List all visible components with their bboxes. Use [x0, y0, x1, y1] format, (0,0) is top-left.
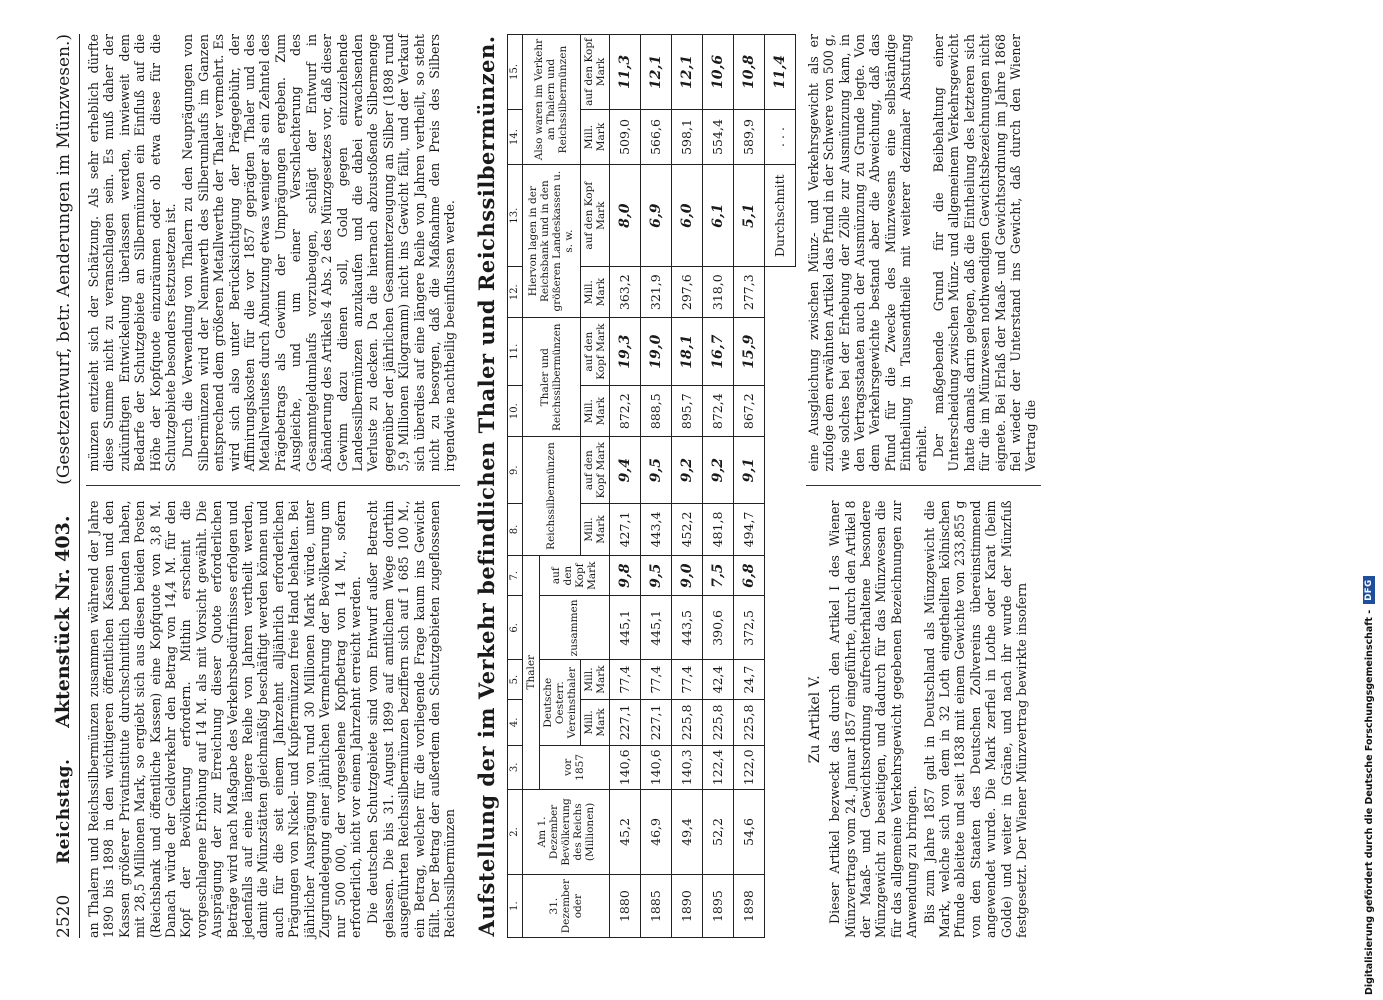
cell: 872,2 [609, 386, 640, 437]
page-number: 2520 [54, 894, 74, 938]
cell: 318,0 [702, 267, 733, 318]
cell: 872,4 [702, 386, 733, 437]
paragraph: Dieser Artikel bezweckt das durch den Artikel I des Wiener Münzvertrags vom 24. Januar 1857 eingeführte, durch den Artikel 8 der Maaß- und Gewichtsordnung aufrechterhaltene besondere Münzgewicht zu beseitigen, und dadurch für das Münzwesen die für das allgemeine Verkehrsgewicht gegebenen Bezeichnungen zur Anwendung zu bringen. [827, 500, 920, 938]
year-cell: 1895 [702, 875, 733, 938]
mill-header: Mill. Mark [580, 699, 609, 745]
table-row [733, 35, 764, 938]
cell: 227,1 [640, 699, 671, 745]
average-value: 11,4 [764, 35, 795, 110]
table-row [640, 35, 671, 938]
cell: 24,7 [733, 660, 764, 699]
col-number: 15. [507, 35, 522, 110]
cell: 9,2 [671, 437, 702, 504]
population-header: Am 1. Dezember Bevölkerung des Reichs (Millionen) [522, 789, 609, 875]
cell: 9,2 [702, 437, 733, 504]
cell: 6,1 [702, 165, 733, 267]
col-number: 12. [507, 267, 522, 318]
zusammen-header: zusammen [539, 596, 609, 660]
cell: 6,0 [671, 165, 702, 267]
col-number: 9. [507, 437, 522, 504]
cell: 140,6 [609, 746, 640, 790]
mill-header: Mill. Mark [580, 109, 609, 164]
spacer-cell [764, 267, 795, 938]
lower-right-column [806, 34, 1041, 472]
cell: 9,5 [640, 437, 671, 504]
column-divider [806, 486, 1041, 487]
cell: 372,5 [733, 596, 764, 660]
cell: 12,1 [640, 35, 671, 110]
cell: 46,9 [640, 789, 671, 875]
cell: 54,6 [733, 789, 764, 875]
upper-text [86, 34, 460, 938]
cell: 481,8 [702, 504, 733, 556]
table-title: Aufstellung der im Verkehr befindlichen Thaler und Reichssilbermünzen. [473, 35, 499, 937]
verkehr-header: Also waren im Verkehr an Thalern und Reichssilbermünzen [522, 35, 580, 165]
cell: 52,2 [702, 789, 733, 875]
cell: 321,9 [640, 267, 671, 318]
cell: 445,1 [640, 596, 671, 660]
cell: 77,4 [671, 660, 702, 699]
average-label: Durchschnitt [764, 165, 795, 267]
col-number: 7. [507, 555, 522, 596]
reichssilber-header: Reichssilbermünzen [522, 437, 580, 556]
cell: 443,4 [640, 504, 671, 556]
cell: 589,9 [733, 109, 764, 164]
cell: 8,0 [609, 165, 640, 267]
cell: 9,5 [640, 555, 671, 596]
kopf-header: auf den Kopf Mark [580, 437, 609, 504]
paragraph: Durch die Verwendung von Thalern zu den Neuprägungen von Silbermünzen wird der Nennwerth des Silberumlaufs im Ganzen entsprechend dem größeren Metallwerthe der Thaler vermehrt. Es wird sich also unter Berücksichtigung der Prägegebühr, der Affinirungskosten für die vor 1857 geprägten Thaler und des Metallverlustes durch Abnutzung etwas weniger als ein Zehntel des Prägebetrags als Gewinn der Umprägungen ergeben. Zum Ausgleiche, und um einer Verschlechterung des Gesammtgeldumlaufs vorzubeugen, schlägt der Entwurf in Abänderung des Artikels 4 Abs. 2 des Münzgesetzes vor, daß dieser Gewinn dazu dienen soll, Gold gegen einzuziehende Landessilbermünzen anzukaufen und die dabei erwachsenden Verluste zu decken. Da die hiernach abzustoßende Silbermenge gegenüber der jährlichen Gesammterzeugung an Silber (1898 rund 5,9 Millionen Kilogramm) nicht ins Gewicht fällt, und der Verkauf sich überdies auf eine längere Reihe von Jahren vertheilt, so steht nicht zu besorgen, daß die Maßnahme den Preis des Silbers irgendwie nachtheilig beeinflussen werde. [180, 34, 458, 472]
col-number: 10. [507, 386, 522, 437]
cell: 42,4 [702, 660, 733, 699]
kopf-header: auf den Kopf Mark [580, 35, 609, 110]
cell: 7,5 [702, 555, 733, 596]
mill-header: Mill. Mark [580, 504, 609, 556]
cell: 225,8 [733, 699, 764, 745]
thaler-header: Thaler [522, 555, 539, 789]
average-dots: . . . [764, 109, 795, 164]
cell: 443,5 [671, 596, 702, 660]
cell: 888,5 [640, 386, 671, 437]
cell: 5,1 [733, 165, 764, 267]
cell: 225,8 [702, 699, 733, 745]
cell: 11,3 [609, 35, 640, 110]
cell: 297,6 [671, 267, 702, 318]
col-number: 8. [507, 504, 522, 556]
col-number: 5. [507, 660, 522, 699]
digitization-credit [1363, 576, 1375, 995]
year-cell: 1898 [733, 875, 764, 938]
cell: 140,3 [671, 746, 702, 790]
header-right: (Gesetzentwurf, betr. Aenderungen im Münzwesen.) [54, 34, 74, 485]
cell: 9,4 [609, 437, 640, 504]
cell: 6,9 [640, 165, 671, 267]
cell: 9,1 [733, 437, 764, 504]
paragraph: Bis zum Jahre 1857 galt in Deutschland als Münzgewicht die Mark, welche sich von dem in 32 Loth eingetheilten kölnischen Pfunde ableitete und seit 1838 mit einem Gewichte von 233,855 g von den Staaten des Deutschen Zollvereins übereinstimmend angewendet wurde. Die Mark zerfiel in Lothe oder Karat (beim Golde) und weiter in Gräne, und nach ihr wurde der Münzfuß festgesetzt. Der Wiener Münzvertrag bewirkte insofern [921, 500, 1030, 938]
cell: 19,3 [609, 318, 640, 386]
lower-text [806, 34, 1041, 938]
cell: 277,3 [733, 267, 764, 318]
year-cell: 1885 [640, 875, 671, 938]
dfg-logo: DFG [1363, 576, 1375, 603]
cell: 122,0 [733, 746, 764, 790]
kopf-header: auf den Kopf Mark [580, 318, 609, 386]
cell: 6,8 [733, 555, 764, 596]
col-number: 3. [507, 746, 522, 790]
cell: 452,2 [671, 504, 702, 556]
col-number: 2. [507, 789, 522, 875]
cell: 445,1 [609, 596, 640, 660]
paragraph: Die deutschen Schutzgebiete sind vom Entwurf außer Betracht gelassen. Die bis 31. August 1899 auf amtlichem Wege dorthin ausgeführten Reichssilbermünzen beziffern sich auf 1 685 100 M., ein Betrag, welcher für die vorliegende Frage kaum ins Gewicht fällt. Der Betrag der außerdem den Schutzgebieten zugeflossenen Reichssilbermünzen [365, 500, 458, 938]
cell: 19,0 [640, 318, 671, 386]
cell: 427,1 [609, 504, 640, 556]
statistics-table [507, 34, 796, 938]
cell: 77,4 [640, 660, 671, 699]
cell: 18,1 [671, 318, 702, 386]
cell: 227,1 [609, 699, 640, 745]
paragraph: Der maßgebende Grund für die Beibehaltung einer Unterscheidung zwischen Münz- und allgemeinem Verkehrsgewicht hatte damals darin gelegen, daß die Eintheilung des letzteren sich für die im Münzwesen nothwendigen Gewichtsbezeichnungen nicht eignete. Bei Erlaß der Maaß- und Gewichtsordnung im Jahre 1868 fiel wieder der Unterstand ins Gewicht, daß durch den Wiener Vertrag die [931, 34, 1039, 472]
col-number: 14. [507, 109, 522, 164]
cell: 9,8 [609, 555, 640, 596]
header-center: Aktenstück Nr. 403. [52, 515, 74, 728]
mill-header: Mill. Mark [580, 660, 609, 699]
cell: 509,0 [609, 109, 640, 164]
year-cell: 1890 [671, 875, 702, 938]
mill-header: Mill. Mark [580, 267, 609, 318]
year-cell: 1880 [609, 875, 640, 938]
kopf-header: auf den Kopf Mark [580, 165, 609, 267]
cell: 10,8 [733, 35, 764, 110]
cell: 15,9 [733, 318, 764, 386]
col-number: 4. [507, 699, 522, 745]
kopf-header: auf den Kopf Mark [539, 555, 609, 596]
col-number: 13. [507, 165, 522, 267]
mill-header: Mill. Mark [580, 386, 609, 437]
header-row [522, 35, 539, 938]
cell: 45,2 [609, 789, 640, 875]
paragraph: an Thalern und Reichssilbermünzen zusammen während der Jahre 1890 bis 1898 in den wichtigeren öffentlichen Kassen und den Kassen größerer Privatinstitute durchschnittlich befunden haben, mit 28,5 Millionen Mark, so ergiebt sich aus diesen beiden Posten (Reichsbank und öffentliche Kassen) eine Kopfquote von 3,8 M. Danach würde der Geldverkehr den Betrag von 14,4 M. für den Kopf der Bevölkerung erfordern. Mithin erscheint die vorgeschlagene Erhöhung auf 14 M. als mit Vorsicht gewählt. Die Ausprägung der zur Erreichung dieser Quote erforderlichen Beträge wird nach Maßgabe des Verkehrsbedürfnisses erfolgen und jedenfalls auf eine längere Reihe von Jahren vertheilt werden, damit die Münzstätten gleichmäßig beschäftigt werden können und auch für die seit einem Jahrzehnt alljährlich erforderlichen Prägungen von Nickel- und Kupfermünzen freie Hand behalten. Bei jährlicher Ausprägung von rund 30 Millionen Mark würde, unter Zugrundelegung einer jährlichen Vermehrung der Bevölkerung um nur 500 000, der vorgesehene Kopfbetrag von 14 M., sofern erforderlich, nicht vor einem Jahrzehnt erreicht werden. [86, 500, 363, 938]
cell: 363,2 [609, 267, 640, 318]
cell: 140,6 [640, 746, 671, 790]
section-heading: Zu Artikel V. [806, 675, 823, 764]
thaler-reichssilber-header: Thaler und Reichssilbermünzen [522, 318, 580, 437]
vor1857-header: vor 1857 [539, 746, 609, 790]
lower-left-column [806, 501, 1041, 939]
col-number: 6. [507, 596, 522, 660]
reichsbank-header: Hiervon lagen in der Reichsbank und in den größeren Landeskassen u. s. w. [522, 165, 580, 318]
credit-text: Digitalisierung gefördert durch die Deutsche Forschungsgemeinschaft - [1363, 609, 1375, 995]
cell: 225,8 [671, 699, 702, 745]
col-number: 11. [507, 318, 522, 386]
paragraph: eine Ausgleichung zwischen Münz- und Verkehrsgewicht als er zufolge dem erwähnten Artikel das Pfund in der Schwere von 500 g, wie solches bei der Erhebung der Zölle zur Ausmünzung kam, in den Vertragsstaaten auch der Ausmünzung zu Grunde legte. Von dem Verkehrsgewichte bestand aber die Abweichung, daß das Pfund für die Zwecke des Münzwesens eine selbständige Eintheilung in Tausendtheile mit weiterer dezimaler Abstufung erhielt. [805, 34, 929, 472]
upper-left-column [86, 501, 460, 939]
cell: 12,1 [671, 35, 702, 110]
average-row [764, 35, 795, 938]
cell: 10,6 [702, 35, 733, 110]
page-header [52, 34, 80, 938]
date-header: 31. Dezember oder [522, 875, 609, 938]
table-row [702, 35, 733, 938]
cell: 16,7 [702, 318, 733, 386]
paragraph: münzen entzieht sich der Schätzung. Als sehr erheblich dürfte diese Summe nicht zu veranschlagen sein. Es muß daher der zukünftigen Entwickelung überlassen werden, inwieweit dem Bedarfe der Schutzgebiete an Silbermünzen ein Einfluß auf die Höhe der Kopfquote einzuräumen oder ob etwa diese für die Schutzgebiete besonders festzusetzen ist. [86, 34, 179, 472]
cell: 566,6 [640, 109, 671, 164]
cell: 49,4 [671, 789, 702, 875]
cell: 554,4 [702, 109, 733, 164]
column-divider [86, 486, 460, 487]
cell: 9,0 [671, 555, 702, 596]
table-row [671, 35, 702, 938]
column-number-row [507, 35, 522, 938]
cell: 598,1 [671, 109, 702, 164]
cell: 77,4 [609, 660, 640, 699]
cell: 390,6 [702, 596, 733, 660]
cell: 867,2 [733, 386, 764, 437]
table-row [609, 35, 640, 938]
cell: 494,7 [733, 504, 764, 556]
vereinsthaler-header: Deutsche Oesterr. Vereinsthaler [539, 660, 580, 746]
cell: 895,7 [671, 386, 702, 437]
header-left: Reichstag. [54, 758, 74, 864]
cell: 122,4 [702, 746, 733, 790]
upper-right-column [86, 34, 460, 472]
col-number: 1. [507, 875, 522, 938]
